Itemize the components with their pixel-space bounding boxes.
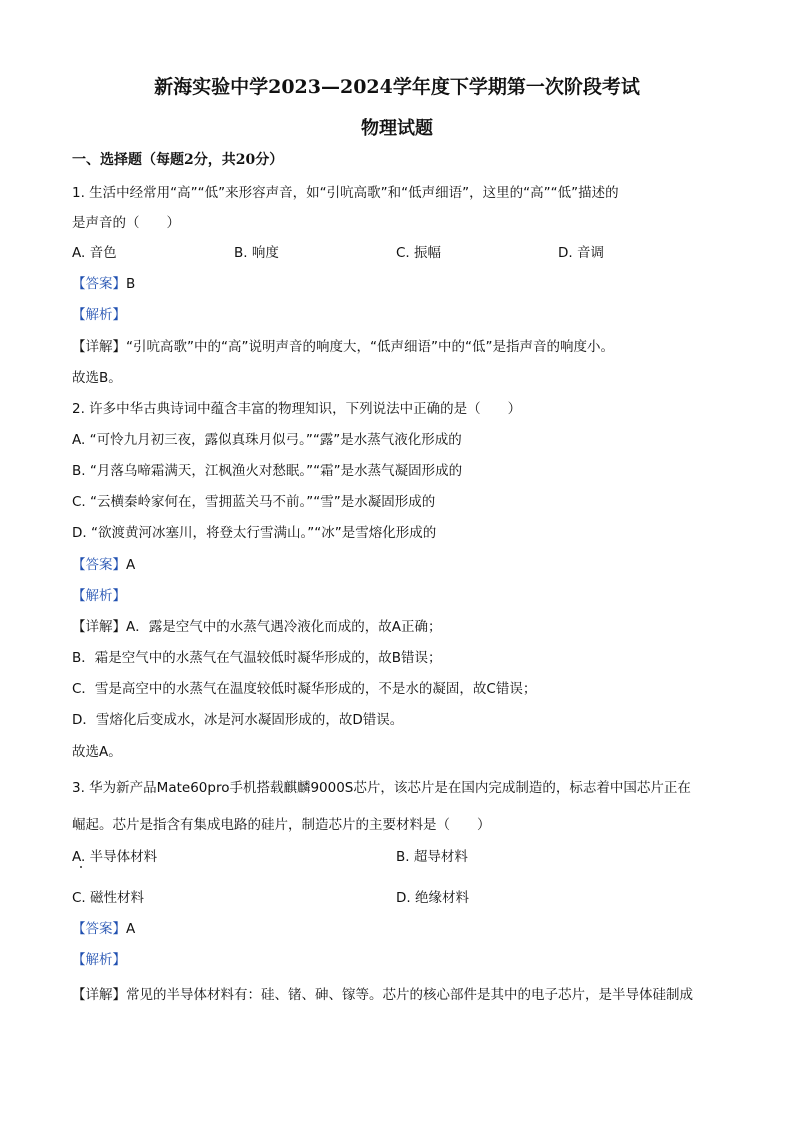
q3-answer-value: A <box>126 921 136 937</box>
q3-answer <box>72 920 135 938</box>
answer-label: 【答案】 <box>72 557 126 573</box>
q2-detail-2: B．霜是空气中的水蒸气在气温较低时凝华形成的，故B错误； <box>72 650 442 666</box>
detail-label: 【详解】 <box>72 619 126 635</box>
q1-option-d: D. 音调 <box>558 245 604 261</box>
section-heading: 一、选择题（每题2分，共20分） <box>72 152 284 168</box>
q1-answer-value: B <box>126 276 136 292</box>
q2-option-b: B. “月落乌啼霜满天，江枫渔火对愁眠。”“霜”是水蒸气凝固形成的 <box>72 463 463 479</box>
q2-detail-1-text: A．露是空气中的水蒸气遇冷液化而成的，故A正确； <box>126 619 442 635</box>
q1-analysis-label: 【解析】 <box>72 307 126 323</box>
q2-conclusion: 故选A。 <box>72 744 122 760</box>
q1-option-b: B. 响度 <box>234 245 279 261</box>
q3-option-a: A. 半导体材料 <box>72 849 158 865</box>
q1-detail-text: “引吭高歌”中的“高”说明声音的响度大，“低声细语”中的“低”是指声音的响度小。 <box>126 339 614 355</box>
q2-option-a: A. “可怜九月初三夜，露似真珠月似弓。”“露”是水蒸气液化形成的 <box>72 432 462 448</box>
q2-answer-value: A <box>126 557 136 573</box>
q1-conclusion: 故选B。 <box>72 370 122 386</box>
q3-option-d: D. 绝缘材料 <box>396 890 469 906</box>
q3-analysis-label: 【解析】 <box>72 952 126 968</box>
q2-option-d: D. “欲渡黄河冰塞川，将登太行雪满山。”“冰”是雪熔化形成的 <box>72 525 437 541</box>
q1-stem-line2: 是声音的（ ） <box>72 215 180 231</box>
q2-option-c: C. “云横秦岭家何在，雪拥蓝关马不前。”“雪”是水凝固形成的 <box>72 494 436 510</box>
q3-stem-line1: 3. 华为新产品Mate60pro手机搭载麒麟9000S芯片，该芯片是在国内完成制造的，标志着中国芯片正在 <box>72 780 691 796</box>
q2-detail-4: D．雪熔化后变成水，冰是河水凝固形成的，故D错误。 <box>72 712 404 728</box>
q2-detail-3: C．雪是高空中的水蒸气在温度较低时凝华形成的，不是水的凝固，故C错误； <box>72 681 537 697</box>
answer-label: 【答案】 <box>72 276 126 292</box>
q2-answer <box>72 556 135 574</box>
q1-stem-line1: 1. 生活中经常用“高”“低”来形容声音，如“引吭高歌”和“低声细语”，这里的“高”“低”描述的 <box>72 185 619 201</box>
q2-analysis-label: 【解析】 <box>72 588 126 604</box>
stray-dot-mark <box>80 866 82 868</box>
subject-title: 物理试题 <box>361 118 433 139</box>
q1-option-a: A. 音色 <box>72 245 117 261</box>
detail-label: 【详解】 <box>72 339 126 355</box>
q1-option-c: C. 振幅 <box>396 245 442 261</box>
q3-detail <box>72 986 693 1004</box>
q2-detail-1 <box>72 618 441 636</box>
q3-option-c: C. 磁性材料 <box>72 890 145 906</box>
q1-detail <box>72 338 614 356</box>
detail-label: 【详解】 <box>72 987 126 1003</box>
q3-detail-text: 常见的半导体材料有：硅、锗、砷、镓等。芯片的核心部件是其中的电子芯片，是半导体硅制成 <box>126 987 693 1003</box>
exam-title: 新海实验中学2023—2024学年度下学期第一次阶段考试 <box>154 76 640 98</box>
q3-option-b: B. 超导材料 <box>396 849 468 865</box>
q1-answer <box>72 275 135 293</box>
q3-stem-line2: 崛起。芯片是指含有集成电路的硅片，制造芯片的主要材料是（ ） <box>72 817 491 833</box>
answer-label: 【答案】 <box>72 921 126 937</box>
q2-stem: 2. 许多中华古典诗词中蕴含丰富的物理知识，下列说法中正确的是（ ） <box>72 401 522 417</box>
